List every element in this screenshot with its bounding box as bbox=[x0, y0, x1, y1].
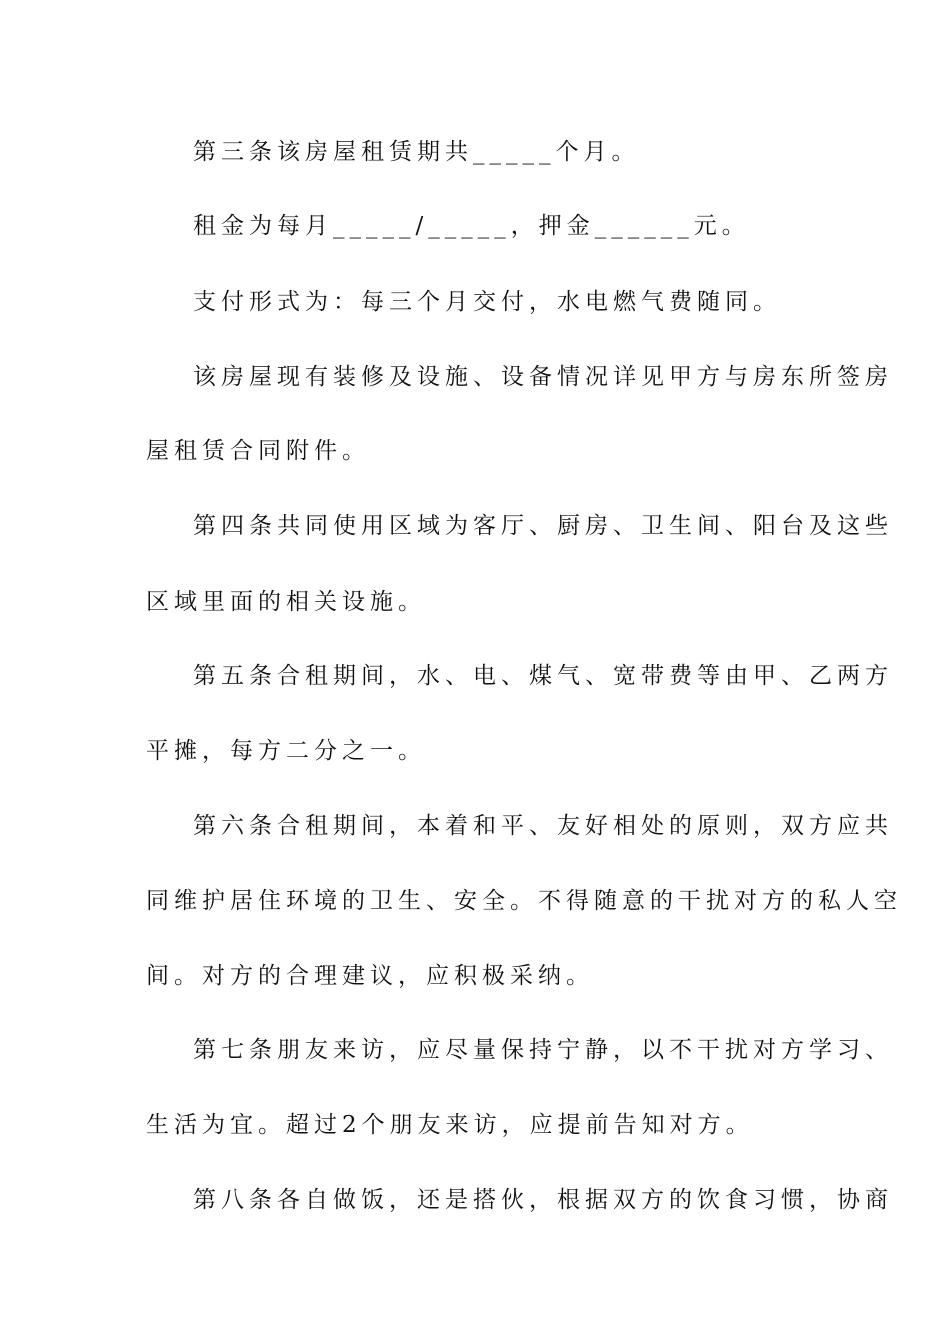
clause-6-line-1: 第六条合租期间，本着和平、友好相处的原则，双方应共 bbox=[193, 813, 893, 839]
clause-6-line-3: 间。对方的合理建议，应积极采纳。 bbox=[146, 963, 594, 989]
clause-4-line-2: 区域里面的相关设施。 bbox=[146, 589, 426, 615]
clause-7-line-2: 生活为宜。超过2个朋友来访，应提前告知对方。 bbox=[146, 1112, 754, 1138]
clause-5-line-2: 平摊，每方二分之一。 bbox=[146, 738, 426, 764]
clause-5-line-1: 第五条合租期间，水、电、煤气、宽带费等由甲、乙两方 bbox=[193, 663, 893, 689]
clause-8-line-1: 第八条各自做饭，还是搭伙，根据双方的饮食习惯，协商 bbox=[193, 1187, 893, 1213]
facilities-line-1: 该房屋现有装修及设施、设备情况详见甲方与房东所签房 bbox=[193, 364, 893, 390]
clause-3-line-1: 第三条该房屋租赁期共_____个月。 bbox=[193, 139, 640, 165]
facilities-line-2: 屋租赁合同附件。 bbox=[146, 438, 370, 464]
clause-7-line-1: 第七条朋友来访，应尽量保持宁静，以不干扰对方学习、 bbox=[193, 1037, 893, 1063]
clause-4-line-1: 第四条共同使用区域为客厅、厨房、卫生间、阳台及这些 bbox=[193, 513, 893, 539]
rent-deposit-line: 租金为每月_____/_____，押金______元。 bbox=[193, 213, 750, 239]
payment-method-line: 支付形式为：每三个月交付，水电燃气费随同。 bbox=[193, 289, 781, 315]
clause-6-line-2: 同维护居住环境的卫生、安全。不得随意的干扰对方的私人空 bbox=[146, 888, 902, 914]
